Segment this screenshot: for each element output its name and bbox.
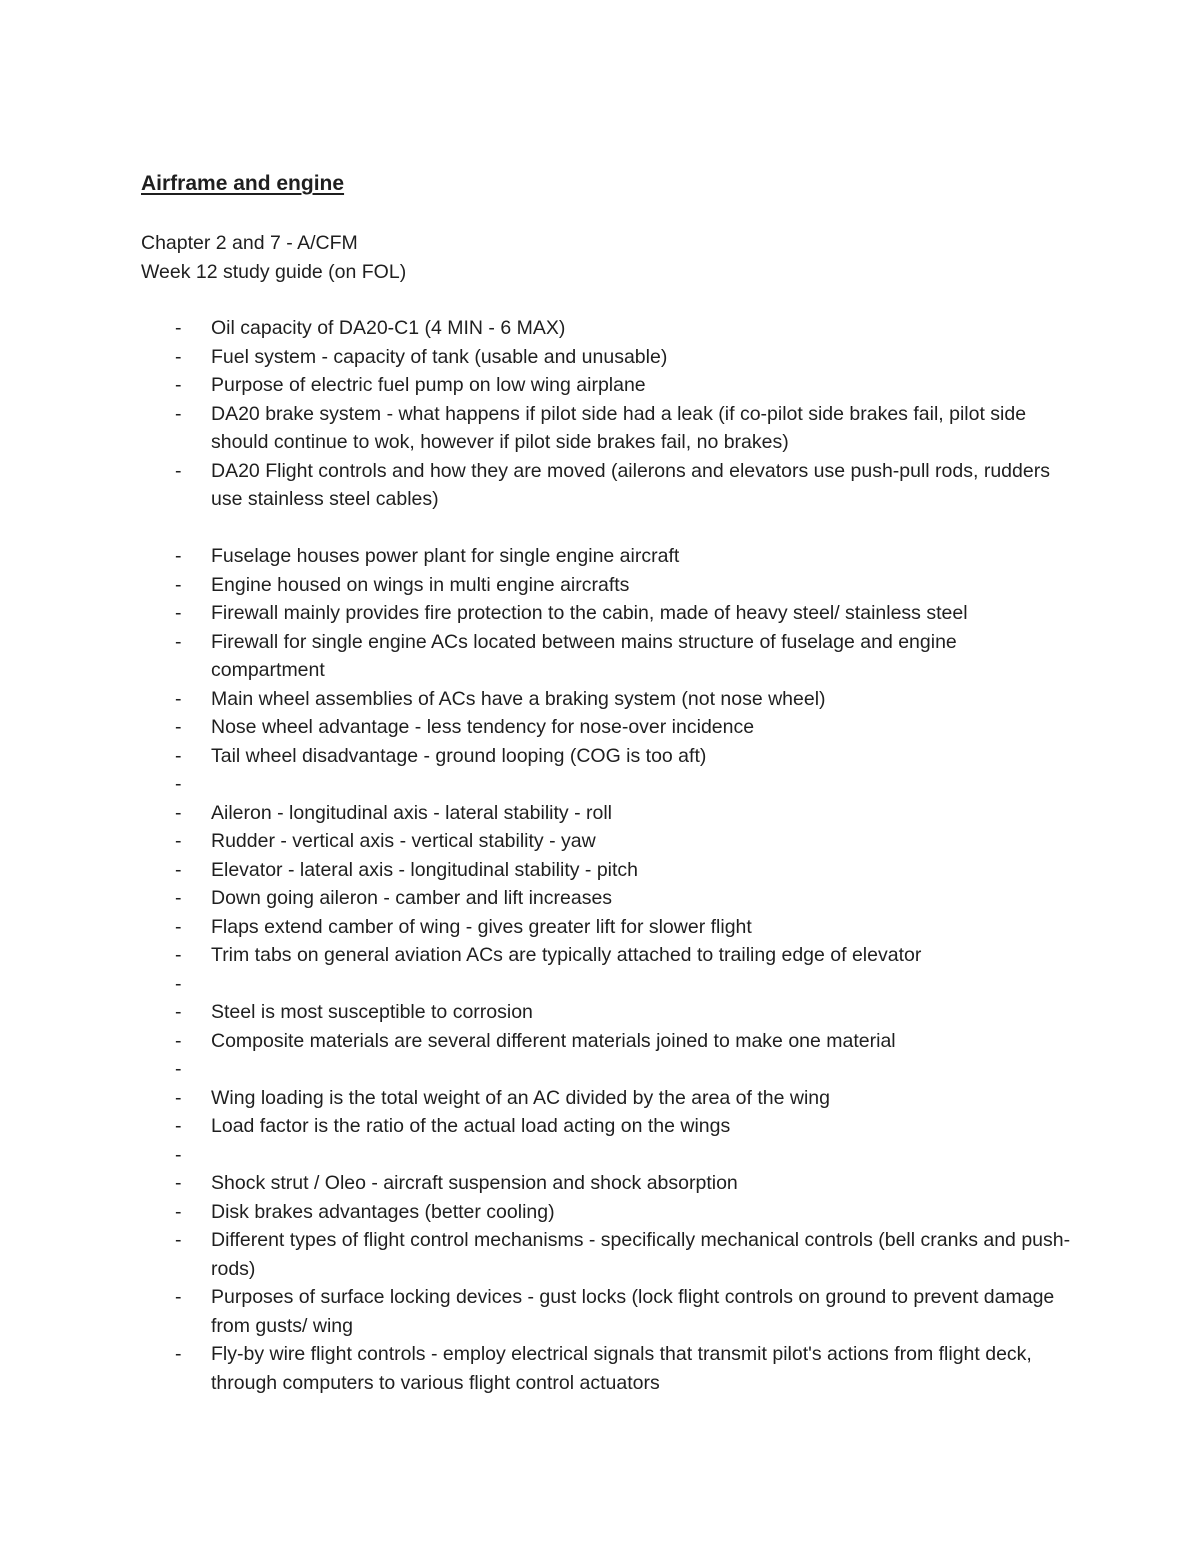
blank-line [141,514,1071,543]
bullet-dash: - [175,602,182,624]
list-item-text: Firewall for single engine ACs located between mains structure of fuselage and engine compartment [211,630,957,681]
list-item-text: Rudder - vertical axis - vertical stability - yaw [211,830,596,852]
bullet-dash: - [175,687,182,710]
list-item-text: Firewall mainly provides fire protection to the cabin, made of heavy steel/ stainless steel [211,602,968,624]
bullet-dash: - [175,1001,182,1023]
list-item-text: Down going aileron - camber and lift increases [211,887,613,909]
study-guide-line: Week 12 study guide (on FOL) [141,260,407,283]
list-item-text: Steel is most susceptible to corrosion [211,1001,533,1023]
list-item [141,998,1071,1027]
bullet-dash: - [175,374,182,396]
bullet-dash: - [175,887,182,909]
list-item [141,913,1071,942]
list-item [141,371,1071,400]
list-item [141,827,1071,856]
bullet-dash: - [175,1086,182,1109]
bullet-dash: - [175,1115,182,1137]
list-item-text: Main wheel assemblies of ACs have a braking system (not nose wheel) [211,687,826,710]
list-item-text: Purpose of electric fuel pump on low wing airplane [211,374,646,396]
bullet-dash: - [175,1229,182,1251]
bullet-dash: - [175,1286,182,1308]
list-item [141,542,1071,571]
document-meta [141,229,406,286]
list-item [141,571,1071,600]
list-item-text: DA20 Flight controls and how they are moved (ailerons and elevators use push-pull rods, rudders use stainless steel cables) [211,459,1050,510]
list-item [141,628,1071,685]
list-item-text: Shock strut / Oleo - aircraft suspension and shock absorption [211,1172,738,1194]
bullet-dash: - [175,1343,182,1365]
list-item [141,1169,1071,1198]
list-item [141,941,1071,970]
list-item-text: Different types of flight control mechanisms - specifically mechanical controls (bell cranks and push-rods) [211,1229,1071,1280]
list-item [141,457,1071,514]
list-item [141,742,1071,771]
list-item [141,685,1071,714]
list-item [141,599,1071,628]
bullet-dash: - [175,1200,182,1223]
bullet-dash: - [175,830,182,852]
list-item-text: Trim tabs on general aviation ACs are typically attached to trailing edge of elevator [211,944,922,966]
bullet-dash: - [175,773,182,795]
list-item-text: Engine housed on wings in multi engine aircrafts [211,573,630,596]
list-item-text: Disk brakes advantages (better cooling) [211,1200,555,1223]
list-item [141,1226,1071,1283]
list-item [141,856,1071,885]
list-item [141,1141,1071,1170]
list-item-text: Flaps extend camber of wing - gives greater lift for slower flight [211,915,752,938]
bullet-dash: - [175,630,182,653]
bullet-dash: - [175,317,182,339]
bullet-dash: - [175,801,182,824]
list-item [141,400,1071,457]
list-item [141,970,1071,999]
bullet-dash: - [175,944,182,966]
list-item [141,1027,1071,1056]
list-item-text: DA20 brake system - what happens if pilot side had a leak (if co-pilot side brakes fail, pilot side should continue to wok, however if pilot side brakes fail, no brakes) [211,402,1027,453]
list-item-text: Elevator - lateral axis - longitudinal stability - pitch [211,858,639,881]
list-item [141,1340,1071,1397]
list-item-text: Wing loading is the total weight of an AC divided by the area of the wing [211,1086,830,1109]
list-item [141,314,1071,343]
bullet-dash: - [175,972,182,995]
list-item [141,799,1071,828]
list-item [141,1112,1071,1141]
bullet-dash: - [175,573,182,596]
list-item [141,1283,1071,1340]
list-item [141,1055,1071,1084]
list-item [141,884,1071,913]
list-item-text: Fuel system - capacity of tank (usable and unusable) [211,345,668,368]
list-item-text: Composite materials are several different materials joined to make one material [211,1029,896,1052]
document-title: Airframe and engine [141,172,345,195]
list-item-text: Oil capacity of DA20-C1 (4 MIN - 6 MAX) [211,317,566,339]
list-item-text: Tail wheel disadvantage - ground looping (COG is too aft) [211,744,707,767]
bullet-dash: - [175,402,182,425]
bullet-dash: - [175,1058,182,1080]
bullet-dash: - [175,459,182,482]
bullet-dash: - [175,858,182,881]
bullet-dash: - [175,1029,182,1052]
list-item-text: Purposes of surface locking devices - gust locks (lock flight controls on ground to prevent damage from gusts/ wing [211,1286,1055,1337]
list-item [141,1198,1071,1227]
list-item [141,770,1071,799]
bullet-dash: - [175,915,182,938]
list-item-text: Load factor is the ratio of the actual load acting on the wings [211,1115,731,1137]
bullet-dash: - [175,1172,182,1194]
list-item-text: Aileron - longitudinal axis - lateral stability - roll [211,801,612,824]
list-item [141,1084,1071,1113]
bullet-dash: - [175,744,182,767]
list-item [141,343,1071,372]
bullet-list [141,314,1071,1397]
chapter-line: Chapter 2 and 7 - A/CFM [141,232,358,254]
list-item-text: Fly-by wire flight controls - employ electrical signals that transmit pilot's actions from flight deck, through computers to various flight control actuators [211,1343,1032,1394]
list-item [141,713,1071,742]
list-item-text: Fuselage houses power plant for single engine aircraft [211,545,680,567]
list-item-text: Nose wheel advantage - less tendency for nose-over incidence [211,716,755,738]
bullet-dash: - [175,1143,182,1166]
bullet-dash: - [175,716,182,738]
bullet-dash: - [175,345,182,368]
bullet-dash: - [175,545,182,567]
